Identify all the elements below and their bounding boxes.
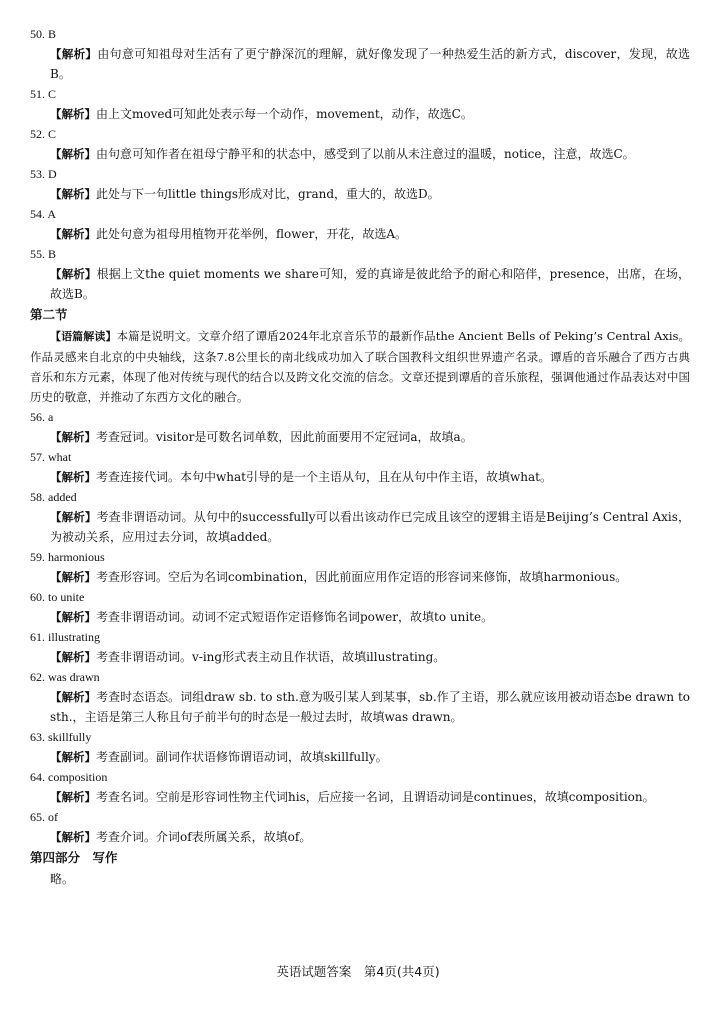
explanation-tag: 【解析】	[50, 570, 96, 584]
explanation-tag: 【解析】	[50, 227, 96, 241]
answer-item	[30, 667, 690, 727]
answer-item	[30, 164, 690, 204]
answer-explanation	[30, 647, 690, 667]
answer-number: 55. B	[30, 247, 57, 261]
answer-explanation	[30, 827, 690, 847]
answer-number: 50. B	[30, 27, 57, 41]
explanation-text: 考查形容词。空后为名词combination，因此前面应用作定语的形容词来修饰，故填harmonious。	[96, 570, 628, 584]
answer-number: 59. harmonious	[30, 550, 105, 564]
answer-explanation	[30, 747, 690, 767]
answer-item	[30, 727, 690, 767]
explanation-tag: 【解析】	[50, 690, 97, 704]
answer-content	[30, 24, 690, 889]
explanation-tag: 【解析】	[50, 147, 96, 161]
writing-body: 略。	[50, 872, 75, 886]
explanation-tag: 【解析】	[50, 510, 97, 524]
answer-number: 63. skillfully	[30, 730, 92, 744]
answer-explanation	[30, 224, 690, 244]
answer-number: 60. to unite	[30, 590, 85, 604]
answer-item	[30, 84, 690, 124]
answer-explanation	[30, 507, 690, 547]
summary-tag: 【语篇解读】	[50, 330, 117, 343]
section-heading: 第二节	[30, 307, 68, 322]
answer-item	[30, 807, 690, 847]
answer-explanation	[30, 144, 690, 164]
answer-item	[30, 244, 690, 304]
explanation-text: 由上文moved可知此处表示每一个动作，movement，动作，故选C。	[96, 107, 473, 121]
explanation-tag: 【解析】	[50, 47, 98, 61]
answer-item	[30, 487, 690, 547]
explanation-text: 考查非谓语动词。v-ing形式表主动且作状语，故填illustrating。	[96, 650, 446, 664]
answer-item	[30, 24, 690, 84]
answer-item	[30, 587, 690, 627]
explanation-tag: 【解析】	[50, 430, 96, 444]
page-footer: 英语试题答案 第4页(共4页)	[276, 964, 440, 979]
answer-number: 53. D	[30, 167, 57, 181]
answer-explanation	[30, 787, 690, 807]
items-group-a	[30, 24, 690, 304]
passage-summary	[30, 326, 690, 407]
explanation-tag: 【解析】	[50, 750, 96, 764]
answer-number: 52. C	[30, 127, 57, 141]
answer-number: 57. what	[30, 450, 72, 464]
answer-number: 65. of	[30, 810, 58, 824]
explanation-text: 此处与下一句little things形成对比，grand，重大的，故选D。	[96, 187, 440, 201]
explanation-text: 考查连接代词。本句中what引导的是一个主语从句，且在从句中作主语，故填what。	[96, 470, 552, 484]
answer-item	[30, 447, 690, 487]
answer-number: 58. added	[30, 490, 77, 504]
explanation-text: 考查时态语态。词组draw sb. to sth.意为吸引某人到某事，sb.作了主语，那么就应该用被动语态be drawn to sth.，主语是第三人称且句子前半句的时态是一般过去时，故填was drawn。	[50, 690, 691, 724]
answer-item	[30, 767, 690, 807]
answer-item	[30, 547, 690, 587]
answer-item	[30, 124, 690, 164]
answer-explanation	[30, 687, 690, 727]
items-group-b	[30, 407, 690, 847]
explanation-tag: 【解析】	[50, 610, 96, 624]
answer-item	[30, 204, 690, 244]
explanation-text: 考查冠词。visitor是可数名词单数，因此前面要用不定冠词a，故填a。	[96, 430, 473, 444]
answer-number: 62. was drawn	[30, 670, 100, 684]
writing-heading: 第四部分 写作	[30, 850, 118, 865]
explanation-text: 根据上文the quiet moments we share可知，爱的真谛是彼此给予的耐心和陪伴，presence，出席，在场，故选B。	[50, 267, 691, 301]
explanation-tag: 【解析】	[50, 187, 96, 201]
answer-explanation	[30, 607, 690, 627]
answer-number: 56. a	[30, 410, 54, 424]
answer-explanation	[30, 104, 690, 124]
answer-explanation	[30, 427, 690, 447]
explanation-text: 由句意可知祖母对生活有了更宁静深沉的理解，就好像发现了一种热爱生活的新方式，discover，发现，故选B。	[50, 47, 690, 81]
answer-explanation	[30, 44, 690, 84]
explanation-text: 考查非谓语动词。从句中的successfully可以看出该动作已完成且该空的逻辑主语是Beijing’s Central Axis，为被动关系，应用过去分词，故填added。	[50, 510, 690, 544]
answer-item	[30, 407, 690, 447]
explanation-tag: 【解析】	[50, 267, 97, 281]
explanation-text: 考查非谓语动词。动词不定式短语作定语修饰名词power，故填to unite。	[96, 610, 494, 624]
explanation-text: 考查副词。副词作状语修饰谓语动词，故填skillfully。	[96, 750, 388, 764]
explanation-text: 考查名词。空前是形容词性物主代词his，后应接一名词，且谓语动词是continues，故填composition。	[96, 790, 655, 804]
answer-explanation	[30, 184, 690, 204]
answer-explanation	[30, 264, 690, 304]
explanation-tag: 【解析】	[50, 470, 96, 484]
explanation-tag: 【解析】	[50, 830, 96, 844]
answer-number: 64. composition	[30, 770, 108, 784]
explanation-tag: 【解析】	[50, 107, 96, 121]
answer-number: 51. C	[30, 87, 57, 101]
answer-number: 54. A	[30, 207, 57, 221]
answer-number: 61. illustrating	[30, 630, 100, 644]
answer-explanation	[30, 567, 690, 587]
explanation-text: 考查介词。介词of表所属关系，故填of。	[96, 830, 312, 844]
explanation-tag: 【解析】	[50, 790, 96, 804]
answer-item	[30, 627, 690, 667]
explanation-text: 由句意可知作者在祖母宁静平和的状态中，感受到了以前从未注意过的温暖，notice，注意，故选C。	[96, 147, 635, 161]
explanation-text: 此处句意为祖母用植物开花举例，flower，开花，故选A。	[96, 227, 408, 241]
summary-text: 本篇是说明文。文章介绍了谭盾2024年北京音乐节的最新作品the Ancient Bells of Peking’s Central Axis。作品灵感来自北京的中央轴线，这条7.8公里长的南北线成功加入了联合国教科文组织世界遗产名录。谭盾的音乐融合了西方古典音乐和东方元素，体现了他对传统与现代的结合以及跨文化交流的信念。文章还提到谭盾的音乐旅程，强调他通过作品表达对中国历史的敬意，并推动了东西方文化的融合。	[30, 329, 691, 404]
explanation-tag: 【解析】	[50, 650, 96, 664]
answer-explanation	[30, 467, 690, 487]
